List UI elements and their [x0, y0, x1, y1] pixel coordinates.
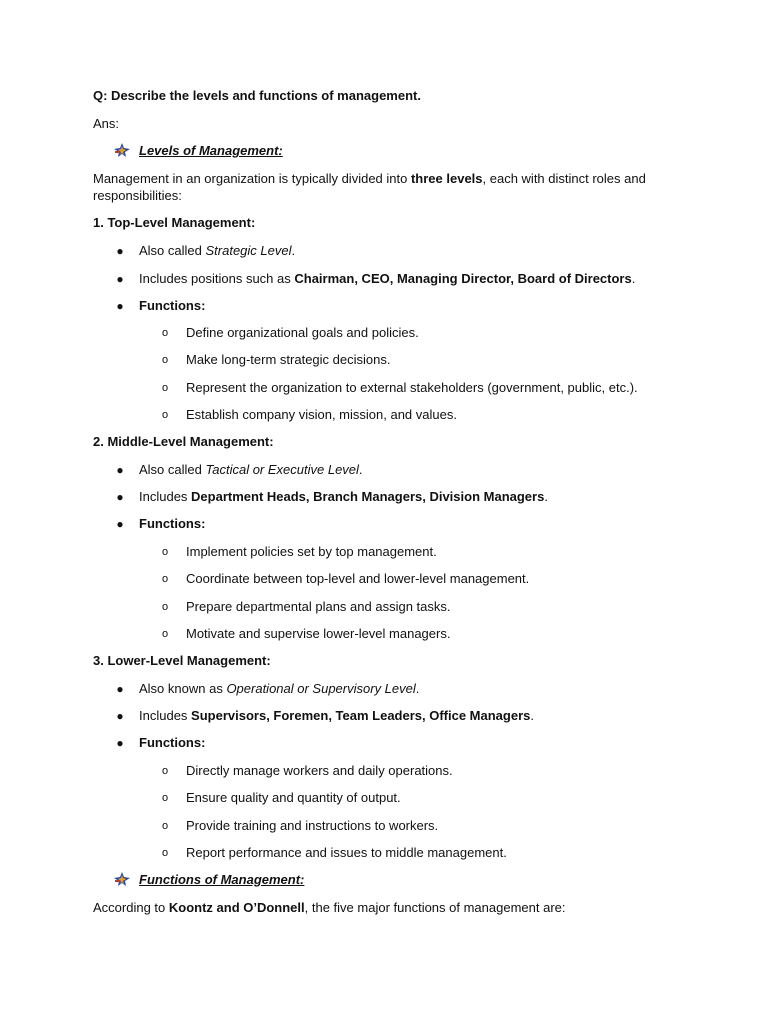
circle-bullet-icon: o [161, 792, 169, 804]
circle-bullet-icon: o [161, 382, 169, 394]
circle-bullet-icon: o [161, 765, 169, 777]
functions-label: Functions: [139, 298, 206, 313]
closing-text-2: , the five major functions of management are: [304, 900, 566, 915]
star-bullet-icon [114, 143, 132, 157]
circle-bullet-icon: o [161, 354, 169, 366]
bullet-icon: ● [116, 463, 124, 477]
also-suffix: . [291, 243, 296, 258]
level-also-known [139, 681, 419, 697]
also-suffix: . [415, 681, 420, 696]
includes-prefix: Includes [139, 489, 192, 504]
circle-bullet-icon: o [161, 628, 169, 640]
function-item: Directly manage workers and daily operations. [186, 763, 453, 778]
level-includes [139, 708, 534, 724]
intro-text-2: , each with distinct roles and [482, 171, 646, 186]
functions-label: Functions: [139, 516, 206, 531]
closing-bold: Koontz and O’Donnell [168, 900, 305, 915]
level-heading: 2. Middle-Level Management: [93, 434, 274, 449]
level-heading: 3. Lower-Level Management: [93, 653, 271, 668]
circle-bullet-icon: o [161, 601, 169, 613]
circle-bullet-icon: o [161, 573, 169, 585]
function-item: Represent the organization to external stakeholders (government, public, etc.). [186, 380, 638, 395]
functions-label: Functions: [139, 735, 206, 750]
bullet-icon: ● [116, 490, 124, 504]
bullet-icon: ● [116, 299, 124, 313]
bullet-icon: ● [116, 272, 124, 286]
intro-bold: three levels [410, 171, 483, 186]
also-italic: Strategic Level [205, 243, 292, 258]
also-italic: Operational or Supervisory Level [226, 681, 416, 696]
intro-line-1 [93, 171, 646, 187]
bullet-icon: ● [116, 682, 124, 696]
circle-bullet-icon: o [161, 409, 169, 421]
circle-bullet-icon: o [161, 546, 169, 558]
function-item: Establish company vision, mission, and values. [186, 407, 457, 422]
function-item: Ensure quality and quantity of output. [186, 790, 401, 805]
also-prefix: Also called [139, 462, 206, 477]
includes-bold: Supervisors, Foremen, Team Leaders, Office Managers [191, 708, 531, 723]
circle-bullet-icon: o [161, 820, 169, 832]
intro-line-2: responsibilities: [93, 188, 182, 203]
includes-suffix: . [544, 489, 548, 504]
star-bullet-icon [114, 872, 132, 886]
includes-prefix: Includes [139, 708, 192, 723]
bullet-icon: ● [116, 736, 124, 750]
also-prefix: Also called [139, 243, 206, 258]
closing-line [93, 900, 566, 916]
includes-bold: Department Heads, Branch Managers, Division Managers [191, 489, 545, 504]
function-item: Report performance and issues to middle management. [186, 845, 507, 860]
function-item: Define organizational goals and policies. [186, 325, 419, 340]
function-item: Motivate and supervise lower-level managers. [186, 626, 451, 641]
includes-suffix: . [631, 271, 636, 286]
includes-prefix: Includes positions such as [139, 271, 295, 286]
bullet-icon: ● [116, 244, 124, 258]
section-heading-levels: Levels of Management: [139, 143, 283, 158]
function-item: Provide training and instructions to workers. [186, 818, 439, 833]
question-text: Q: Describe the levels and functions of management. [93, 88, 421, 103]
intro-text-1: Management in an organization is typically divided into [93, 171, 411, 186]
level-also-called [139, 243, 295, 259]
closing-text-1: According to [93, 900, 169, 915]
bullet-icon: ● [116, 517, 124, 531]
function-item: Make long-term strategic decisions. [186, 352, 391, 367]
circle-bullet-icon: o [161, 847, 169, 859]
function-item: Implement policies set by top management. [186, 544, 437, 559]
also-suffix: . [358, 462, 363, 477]
includes-suffix: . [530, 708, 534, 723]
circle-bullet-icon: o [161, 327, 169, 339]
level-heading: 1. Top-Level Management: [93, 215, 256, 230]
includes-bold: Chairman, CEO, Managing Director, Board of Directors [294, 271, 632, 286]
level-includes [139, 489, 548, 505]
also-italic: Tactical or Executive Level [205, 462, 359, 477]
level-includes [139, 271, 635, 287]
function-item: Coordinate between top-level and lower-level management. [186, 571, 530, 586]
also-prefix: Also known as [139, 681, 227, 696]
answer-label: Ans: [93, 116, 120, 131]
level-also-called [139, 462, 363, 478]
section-heading-functions: Functions of Management: [139, 872, 305, 887]
bullet-icon: ● [116, 709, 124, 723]
function-item: Prepare departmental plans and assign tasks. [186, 599, 451, 614]
